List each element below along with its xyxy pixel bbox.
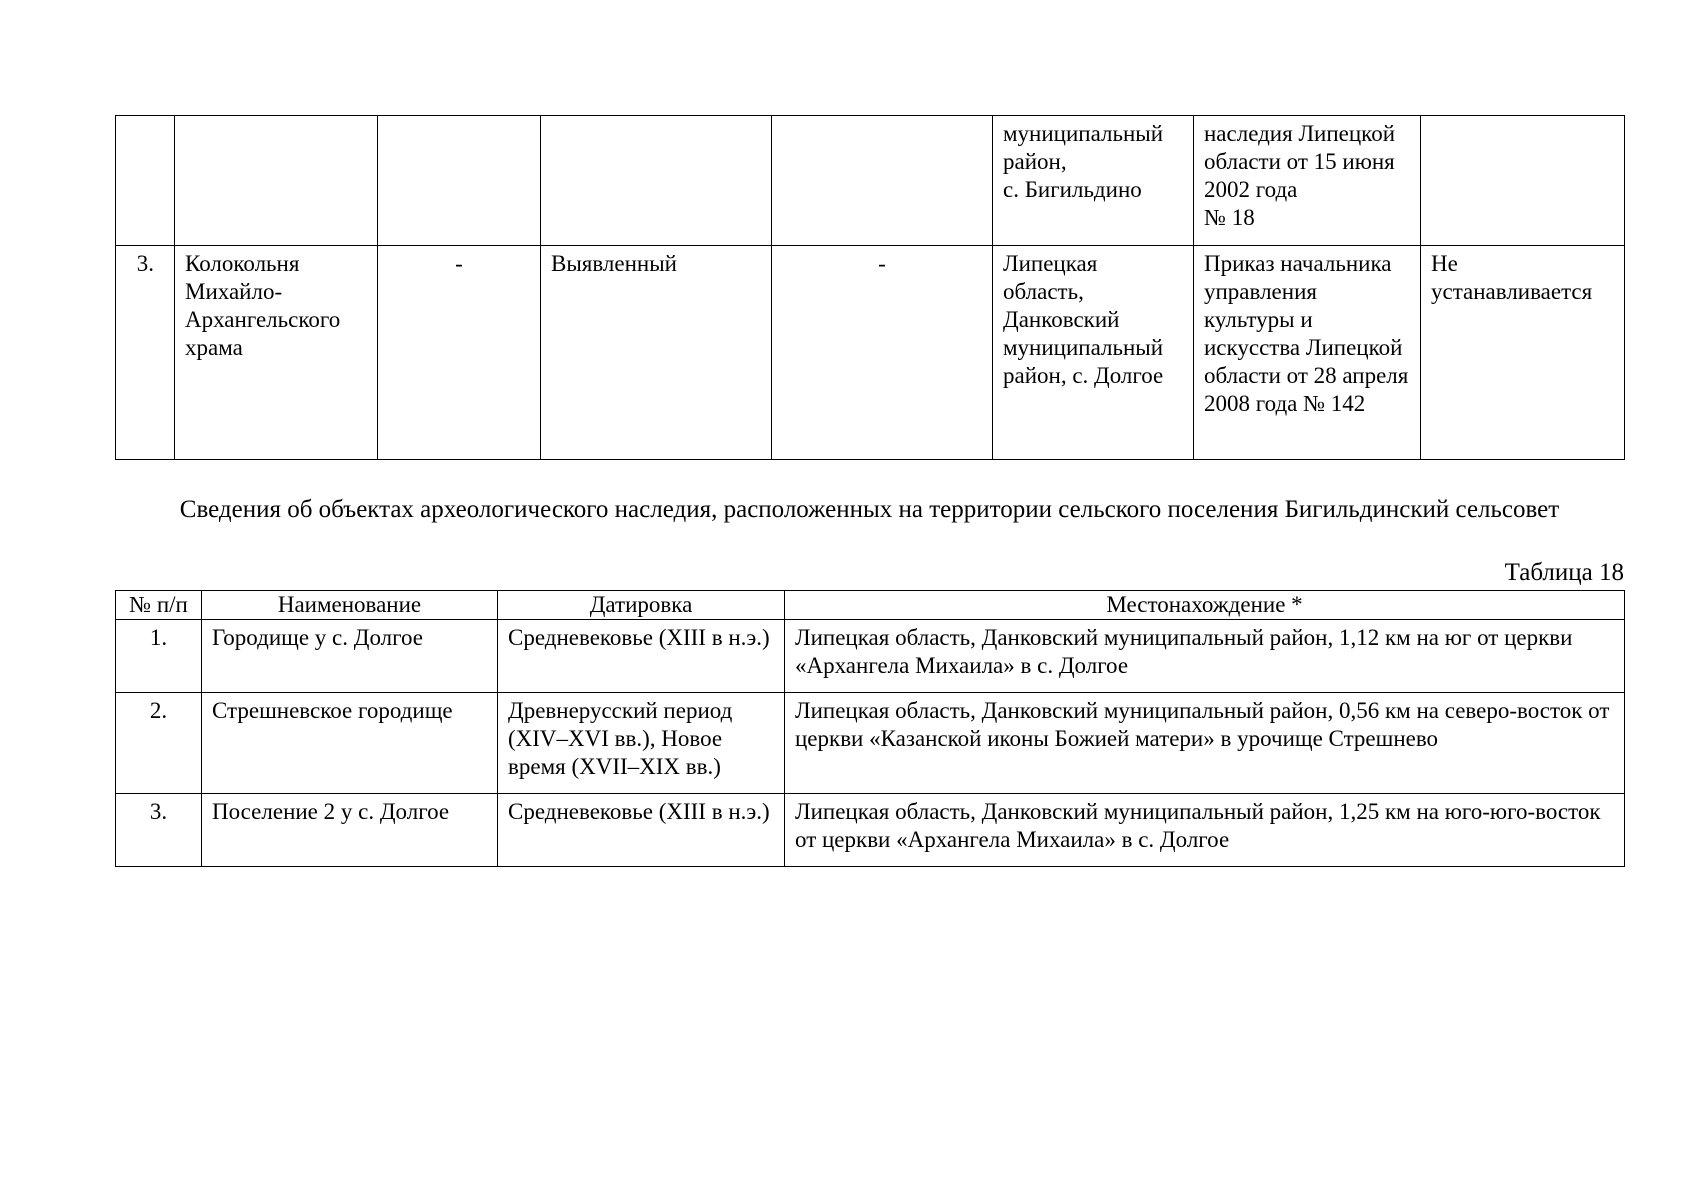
document-cell: Приказ начальника управления культуры и искусства Липецкой области от 28 апреля 2008 года № 142 xyxy=(1194,246,1421,460)
object-name-cell: Поселение 2 у с. Долгое xyxy=(202,794,498,867)
table-header-row xyxy=(116,591,1625,620)
table-cell xyxy=(116,116,175,246)
table-cell xyxy=(1421,116,1625,246)
archaeological-heritage-table xyxy=(115,590,1625,867)
dating-cell: Древнерусский период (XIV–XVI вв.), Новое время (XVII–XIX вв.) xyxy=(498,693,785,794)
section-caption: Сведения об объектах археологического наследия, расположенных на территории сельского поселения Бигильдинский сельсовет xyxy=(179,496,1560,523)
table-row xyxy=(116,693,1625,794)
column-header: № п/п xyxy=(116,591,202,620)
column-header: Местонахождение * xyxy=(785,591,1625,620)
row-number: 2. xyxy=(116,693,202,794)
object-name-cell: Городище у с. Долгое xyxy=(202,620,498,693)
table-row xyxy=(116,794,1625,867)
category-cell: Выявленный xyxy=(541,246,772,460)
row-number: 3. xyxy=(116,246,175,460)
location-cell: Липецкая область, Данковский муниципальный район, 1,25 км на юго-юго-восток от церкви «Архангела Михаила» в с. Долгое xyxy=(785,794,1625,867)
object-name-cell: Колокольня Михайло-Архангельского храма xyxy=(175,246,378,460)
dating-cell: Средневековье (XIII в н.э.) xyxy=(498,794,785,867)
row-number: 3. xyxy=(116,794,202,867)
location-cell: Липецкая область, Данковский муниципальный район, с. Долгое xyxy=(993,246,1194,460)
column-header: Датировка xyxy=(498,591,785,620)
location-cell: Липецкая область, Данковский муниципальный район, 1,12 км на юг от церкви «Архангела Михаила» в с. Долгое xyxy=(785,620,1625,693)
column-header: Наименование xyxy=(202,591,498,620)
location-cell: муниципальный район, с. Бигильдино xyxy=(993,116,1194,246)
object-name-cell: Стрешневское городище xyxy=(202,693,498,794)
table-cell: - xyxy=(378,246,541,460)
location-cell: Липецкая область, Данковский муниципальный район, 0,56 км на северо-восток от церкви «Казанской иконы Божией матери» в урочище Стрешнево xyxy=(785,693,1625,794)
protection-zone-cell: Не устанавливается xyxy=(1421,246,1625,460)
heritage-objects-table-continued xyxy=(115,115,1625,460)
table-row xyxy=(116,246,1625,460)
table-cell xyxy=(378,116,541,246)
table-cell xyxy=(772,116,993,246)
dating-cell: Средневековье (XIII в н.э.) xyxy=(498,620,785,693)
table-row xyxy=(116,620,1625,693)
row-number: 1. xyxy=(116,620,202,693)
table-cell xyxy=(175,116,378,246)
document-cell: наследия Липецкой области от 15 июня 2002 года № 18 xyxy=(1194,116,1421,246)
table-cell: - xyxy=(772,246,993,460)
table-cell xyxy=(541,116,772,246)
table-label: Таблица 18 xyxy=(1504,559,1624,586)
table-row xyxy=(116,116,1625,246)
